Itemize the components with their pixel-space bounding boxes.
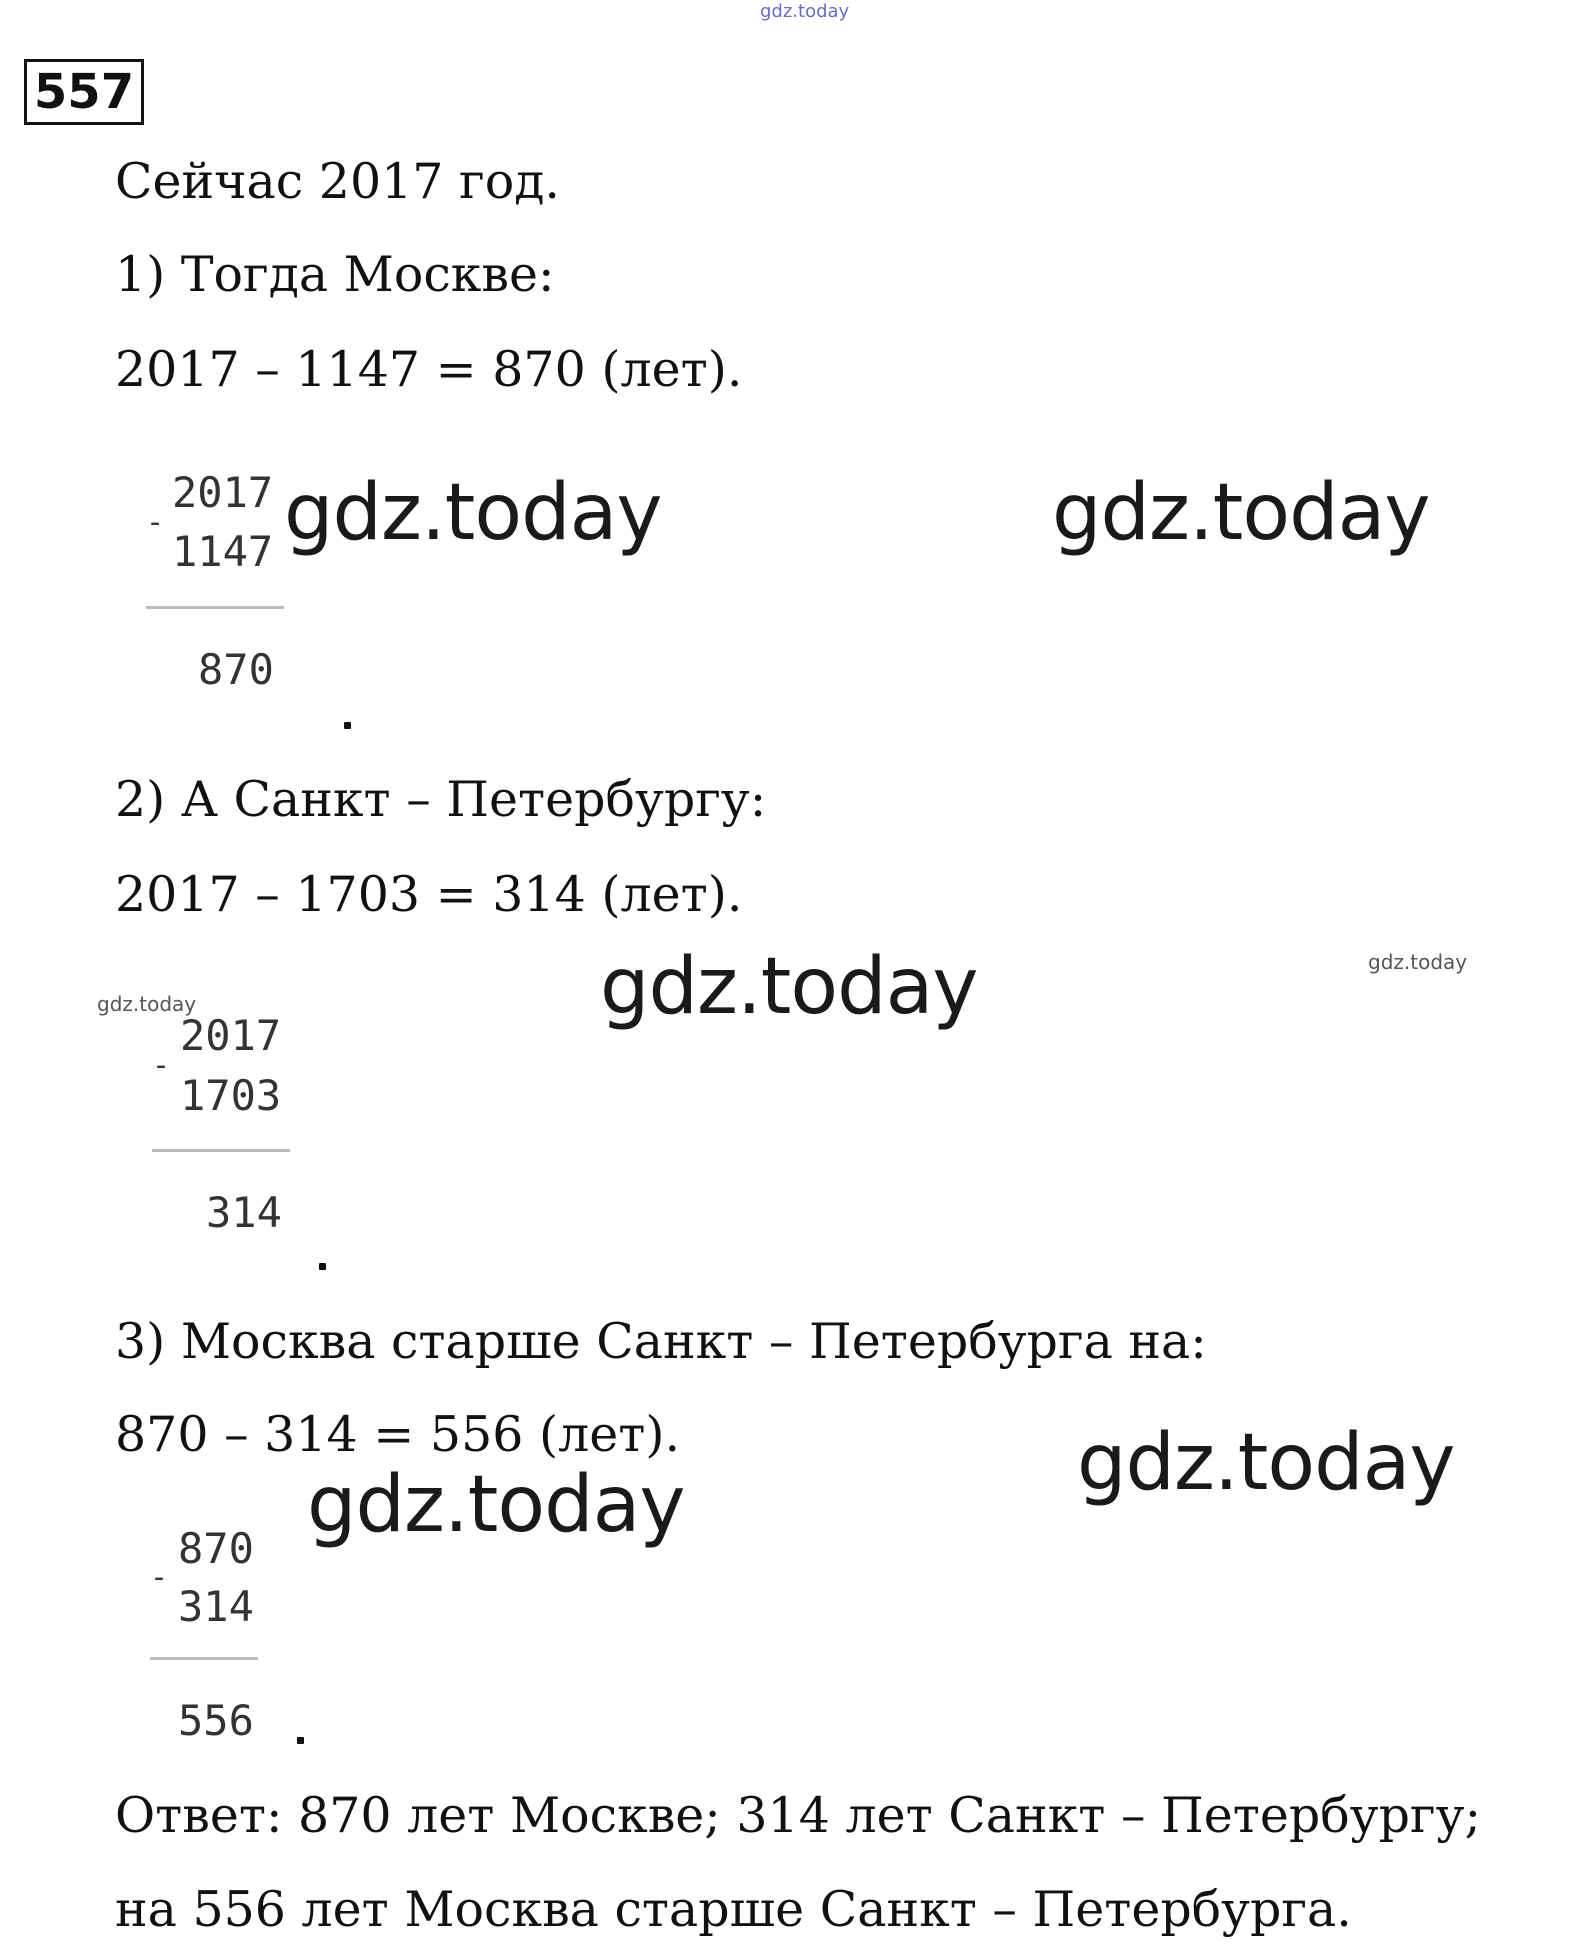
step2-label: 2) А Санкт – Петербургу: [115, 771, 767, 828]
column1-result: 870 [198, 645, 274, 694]
watermark-small: gdz.today [97, 992, 197, 1016]
column3-period [297, 1737, 304, 1744]
answer-line-1: Ответ: 870 лет Москве; 314 лет Санкт – Петербургу; [115, 1787, 1481, 1844]
column3-subtrahend: 314 [178, 1582, 254, 1631]
watermark-top: gdz.today [760, 1, 850, 22]
column3-result: 556 [178, 1696, 254, 1745]
problem-number: 557 [24, 59, 144, 125]
answer-line-2: на 556 лет Москва старше Санкт – Петербурга. [115, 1881, 1352, 1938]
step3-equation: 870 – 314 = 556 (лет). [115, 1406, 681, 1463]
column1-minuend: 2017 [172, 468, 274, 517]
watermark: gdz.today [307, 1460, 685, 1550]
step2-equation: 2017 – 1703 = 314 (лет). [115, 866, 743, 923]
column3-divider [150, 1657, 258, 1660]
column2-minus-sign: - [152, 1048, 171, 1083]
column3-minus-sign: - [150, 1560, 169, 1595]
watermark-small: gdz.today [1368, 950, 1468, 974]
step3-label: 3) Москва старше Санкт – Петербурга на: [115, 1313, 1207, 1370]
step1-equation: 2017 – 1147 = 870 (лет). [115, 341, 743, 398]
step1-label: 1) Тогда Москве: [115, 246, 555, 303]
intro-line: Сейчас 2017 год. [115, 153, 560, 210]
watermark: gdz.today [1052, 468, 1430, 558]
column1-period [344, 722, 351, 729]
column2-divider [152, 1149, 290, 1152]
column1-divider [146, 606, 284, 609]
watermark: gdz.today [284, 468, 662, 558]
column2-subtrahend: 1703 [180, 1071, 282, 1120]
column1-minus-sign: - [146, 505, 165, 540]
column3-minuend: 870 [178, 1524, 254, 1573]
column2-result: 314 [206, 1188, 282, 1237]
column2-period [319, 1263, 326, 1270]
column2-minuend: 2017 [180, 1011, 282, 1060]
watermark: gdz.today [600, 942, 978, 1032]
column1-subtrahend: 1147 [172, 527, 274, 576]
watermark: gdz.today [1077, 1418, 1455, 1508]
